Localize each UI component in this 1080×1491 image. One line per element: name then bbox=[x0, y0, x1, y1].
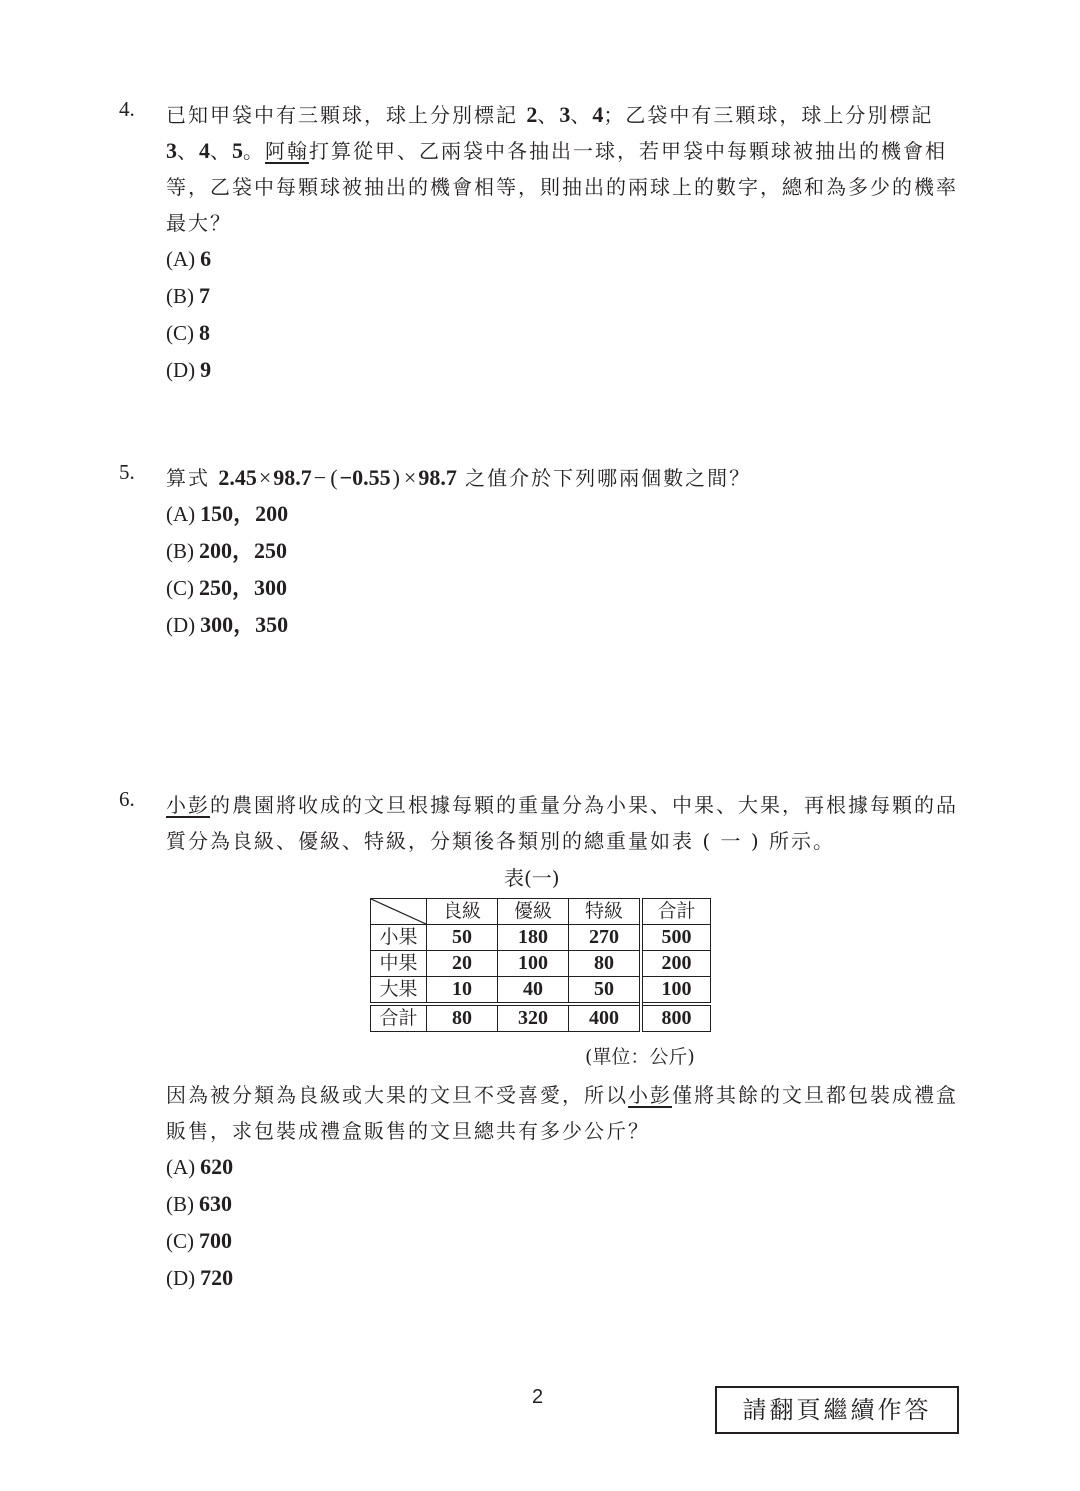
table-cell: 20 bbox=[427, 951, 498, 977]
question-4 bbox=[119, 97, 969, 389]
question-6 bbox=[119, 787, 969, 859]
person-name: 小彭 bbox=[628, 1083, 672, 1107]
table-row bbox=[371, 925, 711, 951]
question-number: 4. bbox=[119, 97, 135, 121]
table-cell: 100 bbox=[641, 977, 711, 1005]
person-name: 小彭 bbox=[166, 793, 210, 817]
option-b: (B) 7 bbox=[166, 283, 210, 308]
diagonal-line bbox=[371, 899, 426, 924]
option-a: (A) 150，200 bbox=[166, 501, 289, 526]
table-header-cell: 特級 bbox=[569, 899, 642, 925]
option-b: (B) 200，250 bbox=[166, 538, 288, 563]
table-caption: 表(一) bbox=[504, 866, 560, 890]
weight-table bbox=[370, 898, 711, 1032]
table-cell: 320 bbox=[498, 1004, 569, 1032]
table-cell: 80 bbox=[569, 951, 642, 977]
option-b: (B) 630 bbox=[166, 1191, 232, 1216]
option-a: (A) 620 bbox=[166, 1154, 234, 1179]
turn-page-box: 請翻頁繼續作答 bbox=[715, 1386, 959, 1434]
question-6-continued bbox=[166, 1077, 976, 1297]
table-cell: 800 bbox=[641, 1004, 711, 1032]
person-name: 阿翰 bbox=[265, 139, 309, 163]
table-cell: 400 bbox=[569, 1004, 642, 1032]
table-total-row bbox=[371, 1004, 711, 1032]
option-c: (C) 250，300 bbox=[166, 575, 288, 600]
table-cell: 100 bbox=[498, 951, 569, 977]
row-label: 大果 bbox=[371, 977, 427, 1005]
table-header-cell: 合計 bbox=[641, 899, 711, 925]
row-label: 合計 bbox=[371, 1004, 427, 1032]
table-header-cell: 良級 bbox=[427, 899, 498, 925]
table-cell: 200 bbox=[641, 951, 711, 977]
option-d: (D) 300，350 bbox=[166, 612, 289, 637]
question-number: 5. bbox=[119, 460, 135, 484]
table-cell: 270 bbox=[569, 925, 642, 951]
option-c: (C) 8 bbox=[166, 320, 210, 345]
question-number: 6. bbox=[119, 787, 135, 811]
question-stem: 算式 2.45×98.7− (−0.55) ×98.7 之值介於下列哪兩個數之間？ bbox=[166, 465, 752, 490]
diagonal-header-cell bbox=[371, 899, 427, 925]
table-header-row bbox=[371, 899, 711, 925]
question-stem: 因為被分類為良級或大果的文旦不受喜愛，所以小彭僅將其餘的文旦都包裝成禮盒販售，求包裝成禮盒販售的文旦總共有多少公斤？ bbox=[166, 1083, 958, 1143]
table-cell: 80 bbox=[427, 1004, 498, 1032]
table-row bbox=[371, 951, 711, 977]
question-stem: 小彭的農園將收成的文旦根據每顆的重量分為小果、中果、大果，再根據每顆的品質分為良級、優級、特級，分類後各類別的總重量如表 ( 一 ) 所示。 bbox=[166, 793, 958, 853]
option-d: (D) 9 bbox=[166, 357, 212, 382]
table-header-cell: 優級 bbox=[498, 899, 569, 925]
table-row bbox=[371, 977, 711, 1005]
table-cell: 50 bbox=[427, 925, 498, 951]
table-cell: 10 bbox=[427, 977, 498, 1005]
row-label: 中果 bbox=[371, 951, 427, 977]
question-5 bbox=[119, 460, 969, 644]
table-cell: 40 bbox=[498, 977, 569, 1005]
option-a: (A) 6 bbox=[166, 246, 212, 271]
table-unit: (單位：公斤) bbox=[585, 1046, 695, 1068]
table-cell: 500 bbox=[641, 925, 711, 951]
table-cell: 50 bbox=[569, 977, 642, 1005]
page-number: 2 bbox=[532, 1386, 544, 1408]
table-cell: 180 bbox=[498, 925, 569, 951]
option-d: (D) 720 bbox=[166, 1265, 234, 1290]
row-label: 小果 bbox=[371, 925, 427, 951]
question-stem: 已知甲袋中有三顆球，球上分別標記 2、3、4；乙袋中有三顆球，球上分別標記 3、4、5。阿翰打算從甲、乙兩袋中各抽出一球，若甲袋中每顆球被抽出的機會相等，乙袋中每顆球被抽出的機會相等，則抽出的兩球上的數字，總和為多少的機率最大？ bbox=[166, 102, 958, 235]
option-c: (C) 700 bbox=[166, 1228, 232, 1253]
